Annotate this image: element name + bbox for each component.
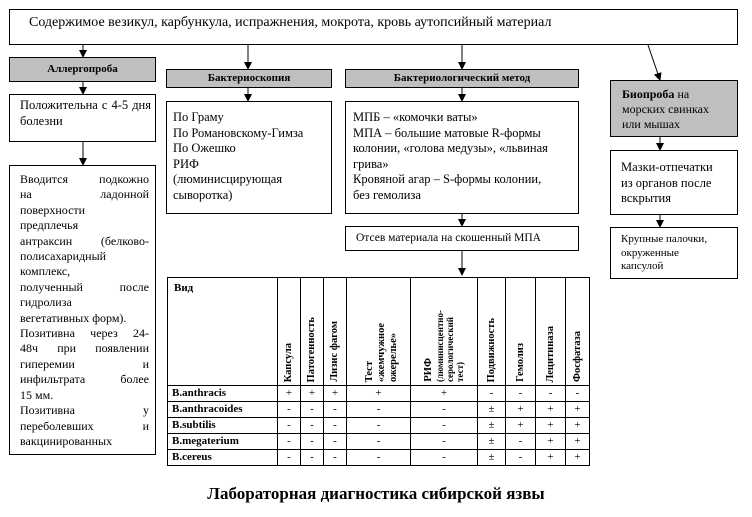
bacteriological-line: без гемолиза [353,187,421,202]
table-row [168,386,590,402]
table-cell: - [411,418,478,434]
col-header-text: тест) [455,362,465,382]
bioproba-line: Крупные палочки, [621,233,708,245]
table-cell: + [506,418,536,434]
bioproba-header [610,80,738,137]
table-cell: + [566,434,590,450]
table-row [168,402,590,418]
species-name: B.anthracoides [168,402,278,418]
table-cell: - [301,450,324,466]
table-cell: - [324,402,347,418]
col-header-text: (люминисцентно- [435,310,445,382]
col-header [506,278,536,386]
bacteriological-media-box [345,101,579,214]
bacterioscopy-line: (люминисцирующая [173,172,283,186]
allergo-line: Позитивна через 24- [20,326,149,341]
species-differentiation-table [167,277,590,466]
col-header [566,278,590,386]
allergo-line: антраксин (белково- [20,233,149,248]
col-header-text: Фосфатаза [571,330,583,382]
table-cell: - [324,434,347,450]
bioproba-line: капсулой [621,260,664,272]
table-cell: - [411,434,478,450]
bioproba-result-box [610,227,738,279]
table-cell: ± [478,402,506,418]
col-header [411,278,478,386]
species-column-header: Вид [168,278,278,386]
table-cell: - [506,386,536,402]
table-header-row [168,278,590,386]
table-cell: - [324,450,347,466]
species-name: B.subtilis [168,418,278,434]
table-cell: + [278,386,301,402]
table-cell: - [278,402,301,418]
col-header-text: РИФ [423,358,434,382]
allergo-line: вегетативных форм). [20,310,127,325]
table-cell: - [566,386,590,402]
bacterioscopy-line: По Романовскому-Гимза [173,125,304,140]
table-cell: + [536,450,566,466]
table-cell: - [301,418,324,434]
table-cell: - [347,450,411,466]
col-header [478,278,506,386]
bacterioscopy-line: сыворотка) [173,187,233,202]
table-row [168,418,590,434]
allergo-line: вакцинированных [20,433,113,448]
table-cell: - [278,450,301,466]
table-cell: - [301,402,324,418]
bioproba-line: вскрытия [621,191,671,205]
allergo-line: 15 мм. [20,387,54,402]
species-name: B.cereus [168,450,278,466]
bioproba-header-line: морских свинках [622,102,709,116]
allergo-line: гиперемии и [20,356,149,371]
bacteriological-line: МПБ – «комочки ваты» [353,110,478,124]
table-cell: + [536,402,566,418]
bacteriological-line: Кровяной агар – S-формы колонии, [353,172,542,186]
table-cell: + [536,434,566,450]
bacterioscopy-header: Бактериоскопия [166,69,332,88]
table-cell: - [301,434,324,450]
allergo-line: на ладонной [20,187,149,202]
col-header-text: ожерелье» [387,333,399,382]
table-cell: + [411,386,478,402]
allergoproba-header: Аллергопроба [9,57,156,82]
bioproba-header-rest: на [674,87,690,101]
source-material-box: Содержимое везикул, карбункула, испражнения, мокрота, кровь аутопсийный материал [9,9,738,45]
table-cell: + [536,418,566,434]
table-cell: - [411,450,478,466]
bioproba-smears-box [610,150,738,215]
table-cell: + [566,450,590,466]
col-header [301,278,324,386]
bacterioscopy-line: По Граму [173,110,224,124]
bioproba-line: Мазки-отпечатки [621,160,713,174]
bioproba-header-line: или мышах [622,117,681,131]
bacteriological-line: колонии, «голова медузы», «львиная [353,141,548,155]
table-cell: + [566,402,590,418]
col-header-text: Гемолиз [514,343,526,382]
table-cell: - [347,434,411,450]
allergo-line: переболевших и [20,418,149,433]
subculture-box: Отсев материала на скошенный МПА [345,226,579,251]
col-header-text: Патогенность [306,316,317,382]
col-header [536,278,566,386]
table-cell: ± [478,434,506,450]
bioproba-header-bold: Биопроба [622,87,675,101]
col-header-text: Подвижность [485,317,497,382]
col-header [324,278,347,386]
col-header [278,278,301,386]
col-header [347,278,411,386]
col-header-text: Лизис фагом [329,321,340,382]
col-header-text: Капсула [283,342,294,382]
table-row [168,434,590,450]
table-cell: - [324,418,347,434]
col-header-text: серологический [445,316,455,382]
col-header-text: Тест [363,360,375,382]
table-cell: + [324,386,347,402]
table-cell: - [347,402,411,418]
table-cell: + [347,386,411,402]
bacteriological-header: Бактериологический метод [345,69,579,88]
allergo-line: поверхности [20,202,86,217]
table-cell: - [278,418,301,434]
allergoproba-onset-box: Положительна с 4-5 дня болезни [9,94,156,142]
table-row [168,450,590,466]
bioproba-line: окруженные [621,246,679,259]
allergo-line: комплекс, [20,264,71,279]
table-cell: - [278,434,301,450]
table-cell: + [301,386,324,402]
bacteriological-line: грива» [353,156,389,171]
table-cell: - [478,386,506,402]
allergo-line: полисахаридный [20,249,107,264]
allergo-line: гидролиза [20,295,72,310]
bacterioscopy-line: По Ожешко [173,141,236,155]
bacteriological-line: МПА – большие матовые R-формы [353,125,541,140]
allergo-line: Вводится подкожно [20,172,149,186]
bioproba-line: из органов после [621,175,712,190]
col-header-text: «жемчужное [375,322,387,382]
table-cell: - [536,386,566,402]
table-cell: ± [478,450,506,466]
species-name: B.megaterium [168,434,278,450]
bacterioscopy-line: РИФ [173,156,199,171]
species-name: B.anthracis [168,386,278,402]
allergoproba-description-box [9,165,156,455]
diagram-caption: Лабораторная диагностика сибирской язвы [207,484,545,503]
allergo-line: полученный после [20,279,149,294]
allergo-line: 48ч при появлении [20,341,149,356]
table-cell: - [506,450,536,466]
bacterioscopy-methods-box [166,101,332,214]
table-cell: + [566,418,590,434]
table-cell: - [411,402,478,418]
allergo-line: Позитивна у [20,403,149,418]
allergo-line: предплечья [20,218,79,233]
table-cell: - [506,434,536,450]
col-header-text: Лецитиназа [544,325,556,382]
table-cell: - [347,418,411,434]
allergo-line: инфильтрата более [20,372,149,387]
table-cell: ± [478,418,506,434]
table-cell: + [506,402,536,418]
